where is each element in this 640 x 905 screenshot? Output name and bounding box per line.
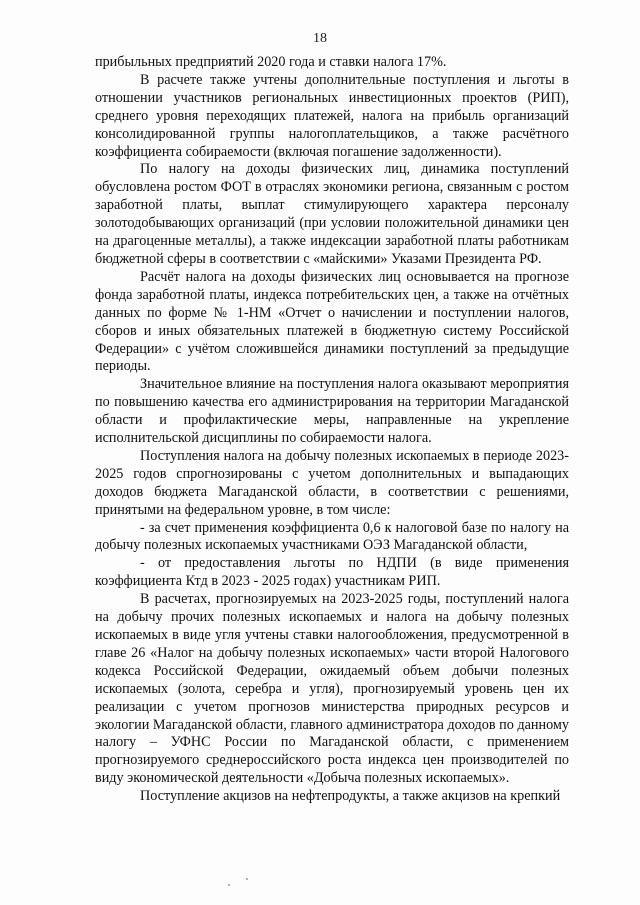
paragraph: Значительное влияние на поступления налога оказывают мероприятия по повышению качества его администрирования на территории Магаданской области и профилактические меры, направленные на укрепление исполнительской дисциплины по собираемости налога.: [95, 376, 569, 447]
paragraph: - за счет применения коэффициента 0,6 к налоговой базе по налогу на добычу полезных ископаемых участниками ОЭЗ Магаданской области,: [95, 519, 569, 554]
document-body: [95, 54, 569, 806]
paragraph: В расчете также учтены дополнительные поступления и льготы в отношении участников региональных инвестиционных проектов (РИП), среднего уровня переходящих платежей, налога на прибыль организаций консолидированной группы налогоплательщиков, а также расчётного коэффициента собираемости (включая погашение задолженности).: [95, 71, 569, 160]
paragraph: По налогу на доходы физических лиц, динамика поступлений обусловлена ростом ФОТ в отраслях экономики региона, связанным с ростом заработной платы, выплат стимулирующего характера персоналу золотодобывающих организаций (при условии положительной динамики цен на драгоценные металлы), а также индексации заработной платы работникам бюджетной сферы в соответствии с «майскими» Указами Президента РФ.: [95, 161, 569, 267]
paragraph: Расчёт налога на доходы физических лиц основывается на прогнозе фонда заработной платы, индекса потребительских цен, а также на отчётных данных по форме № 1-НМ «Отчет о начислении и поступлении налогов, сборов и иных обязательных платежей в бюджетную систему Российской Федерации» с учётом сложившейся динамики поступлений за предыдущие периоды.: [95, 268, 569, 375]
paragraph: - от предоставления льготы по НДПИ (в виде применения коэффициента Ктд в 2023 - 2025 годах) участникам РИП.: [95, 555, 569, 590]
paragraph: прибыльных предприятий 2020 года и ставки налога 17%.: [95, 54, 447, 70]
scan-speck: [246, 878, 248, 880]
scan-speck: [228, 884, 230, 886]
page-number: 18: [313, 31, 327, 46]
paragraph: В расчетах, прогнозируемых на 2023-2025 годы, поступлений налога на добычу прочих полезных ископаемых и налога на добычу полезных ископаемых в виде угля учтены ставки налогообложения, предусмотренной в главе 26 «Налог на добычу полезных ископаемых» части второй Налогового кодекса Российской Федерации, ожидаемый объем добычи полезных ископаемых (золота, серебра и угля), прогнозируемый уровень цен их реализации с учетом прогнозов министерства природных ресурсов и экологии Магаданской области, главного администратора доходов по данному налогу – УФНС России по Магаданской области, с применением прогнозируемого среднероссийского роста индекса цен производителей по виду экономической деятельности «Добыча полезных ископаемых».: [95, 591, 569, 787]
paragraph: Поступления налога на добычу полезных ископаемых в периоде 2023-2025 годов спрогнозированы с учетом дополнительных и выпадающих доходов бюджета Магаданской области, в соответствии с решениями, принятыми на федеральном уровне, в том числе:: [95, 447, 569, 518]
paragraph: Поступление акцизов на нефтепродукты, а также акцизов на крепкий: [140, 788, 561, 805]
